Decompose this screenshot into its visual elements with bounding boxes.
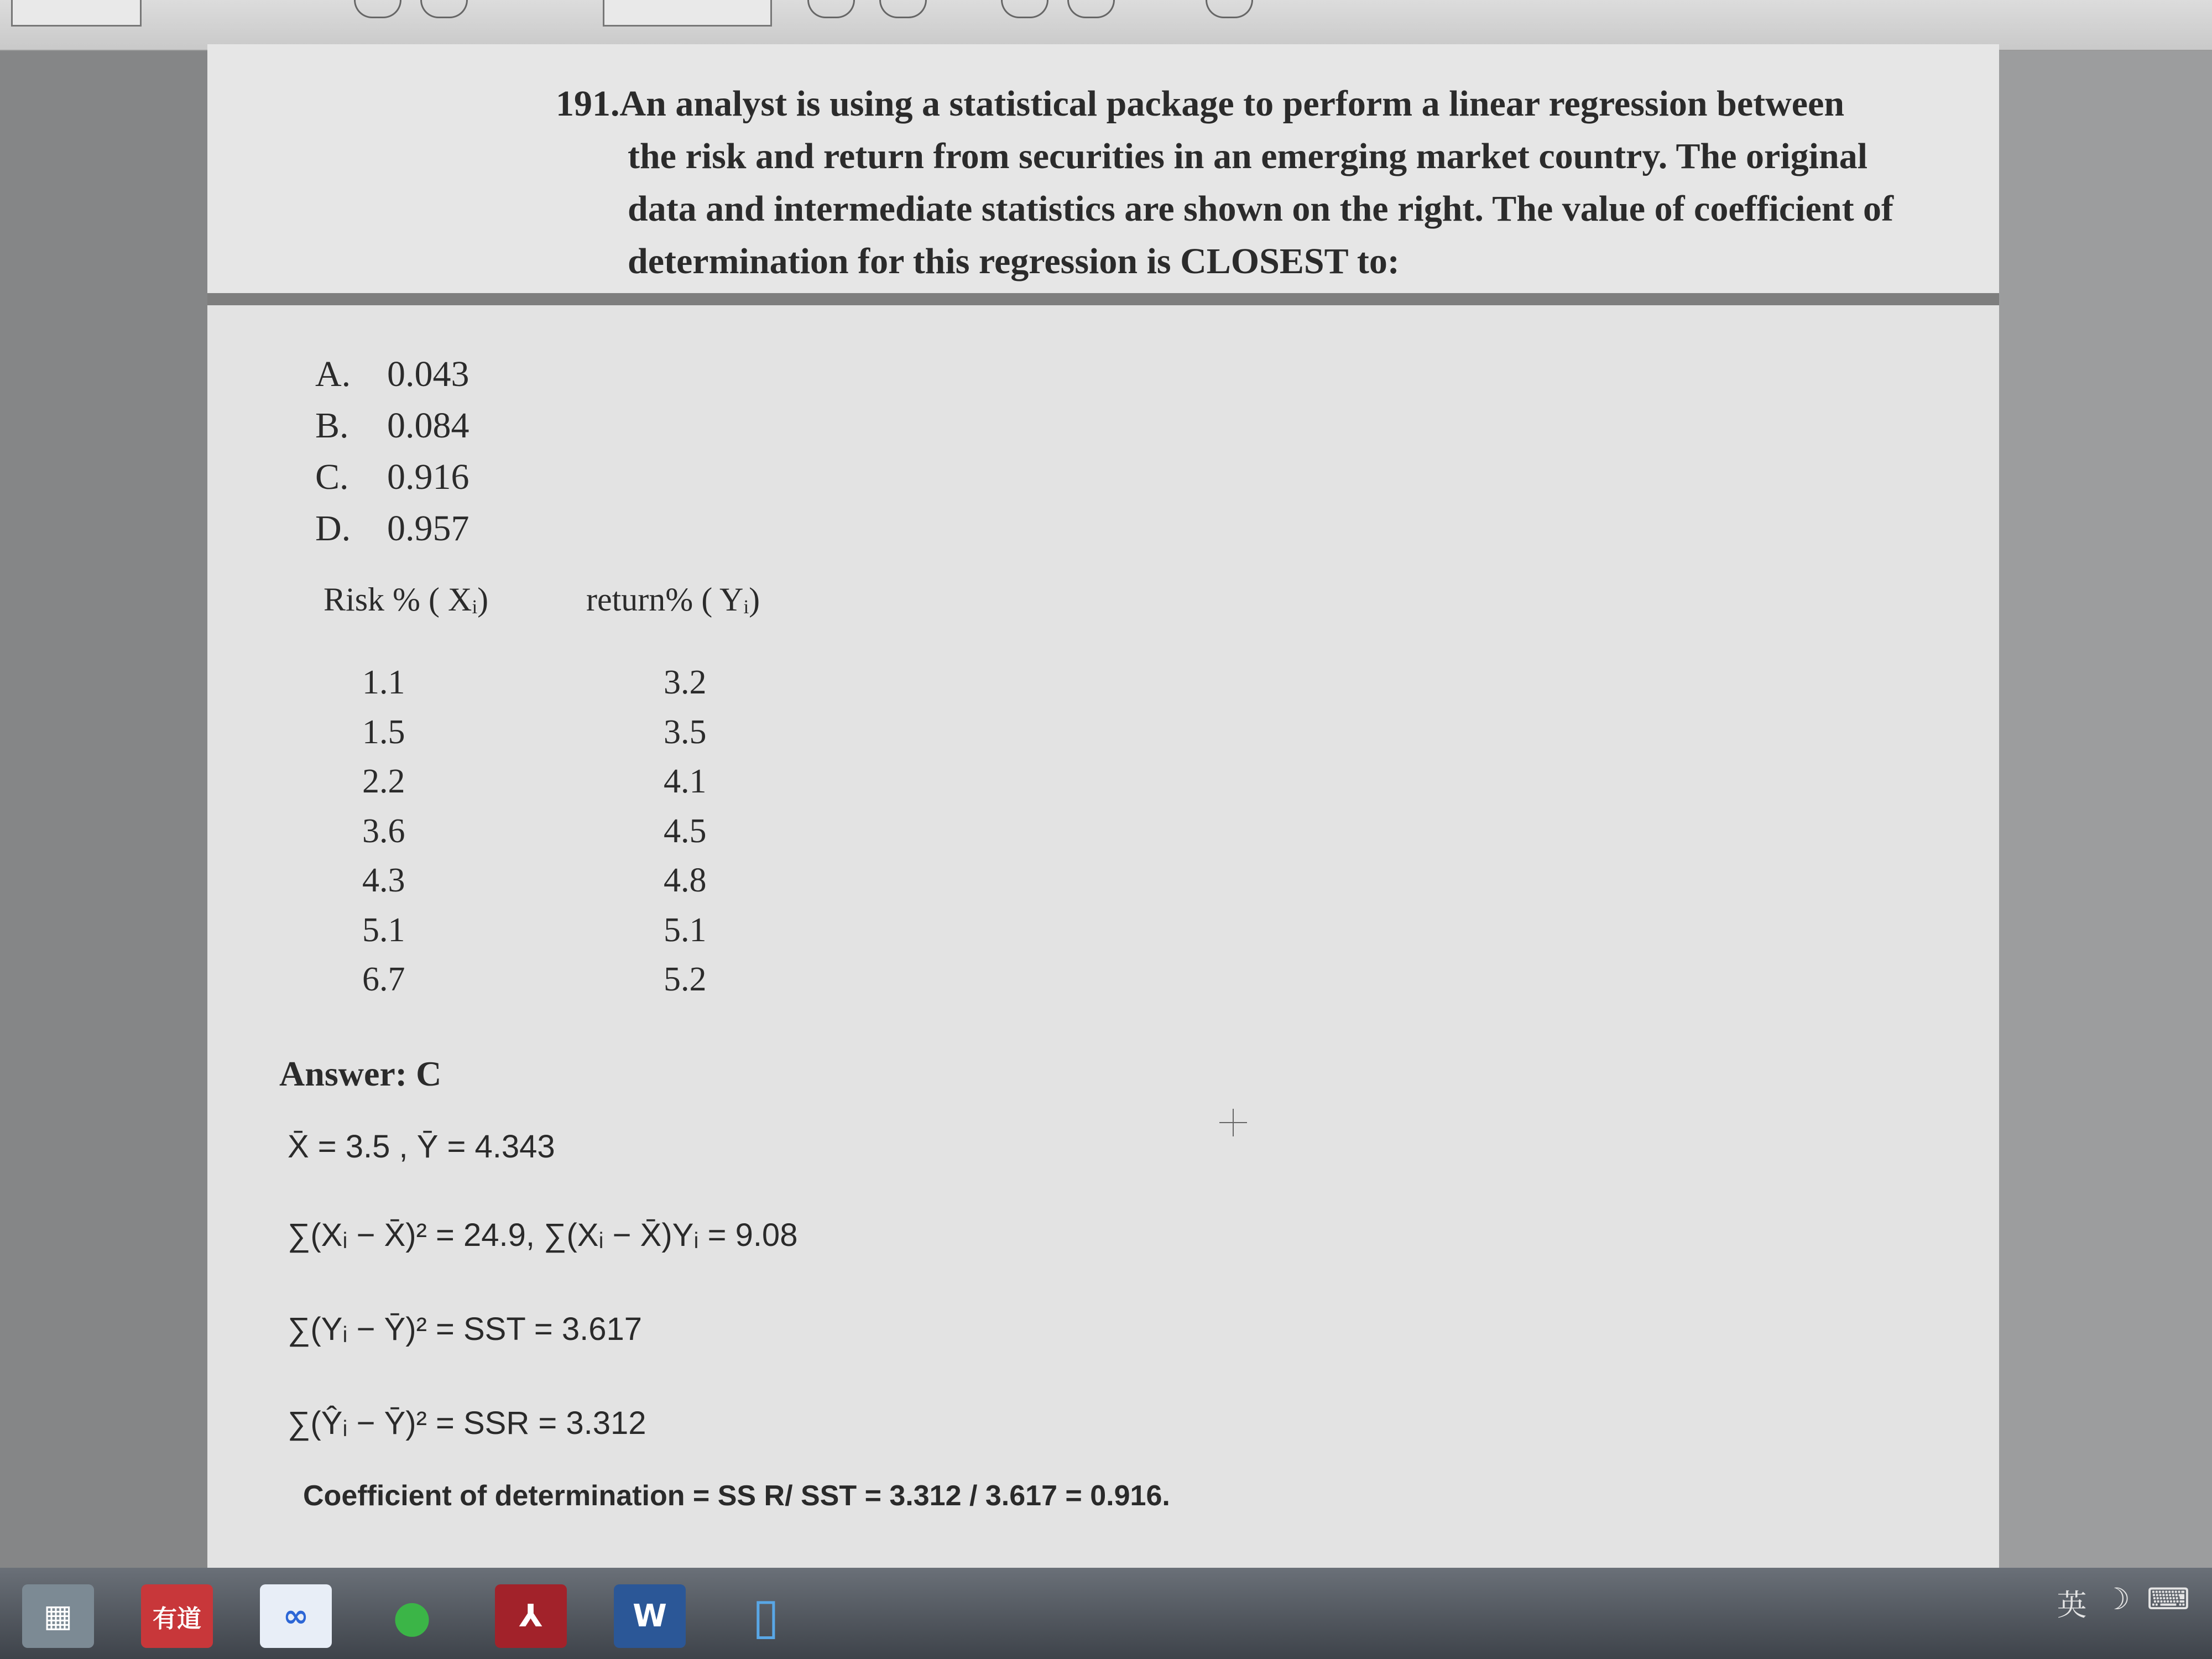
dropdown-icon[interactable] [1067, 0, 1115, 18]
answer-options [315, 348, 469, 554]
youdao-dictionary-icon[interactable]: 有道 [141, 1584, 213, 1648]
option-b: B. 0.084 [315, 405, 469, 446]
return-value: 4.5 [664, 812, 707, 850]
baidu-netdisk-icon[interactable]: ∞ [260, 1584, 332, 1648]
option-a: A. 0.043 [315, 354, 469, 394]
return-value: 4.1 [664, 763, 707, 800]
wechat-icon[interactable]: ● [393, 1590, 431, 1642]
calculator-icon[interactable]: ▦ [22, 1584, 94, 1648]
option-d: D. 0.957 [315, 508, 469, 549]
crosshair-cursor-icon [1219, 1109, 1247, 1136]
question-line-1: An analyst is using a statistical package to perform a linear regression between [619, 84, 1845, 124]
risk-value: 3.6 [362, 812, 405, 850]
return-column-header: return% ( Yᵢ) [586, 581, 760, 618]
toolbar-circle-icon[interactable] [420, 0, 468, 18]
right-gutter [1999, 44, 2212, 1582]
tablet-icon[interactable]: ▯ [752, 1587, 780, 1645]
question-line-4: determination for this regression is CLOSEST to: [628, 241, 1400, 281]
two-page-icon[interactable] [1001, 0, 1048, 18]
fit-width-icon[interactable] [807, 0, 855, 18]
taskbar [0, 1568, 2212, 1659]
risk-value: 1.5 [362, 713, 405, 751]
solution-means: X̄ = 3.5 , Ȳ = 4.343 [288, 1129, 555, 1165]
page-indicator[interactable] [11, 0, 142, 27]
moon-icon[interactable]: ☽ [2103, 1582, 2131, 1616]
risk-value: 2.2 [362, 763, 405, 800]
question-text [556, 77, 1999, 288]
question-line-2: the risk and return from securities in an emerging market country. The original [628, 136, 1868, 176]
return-value: 4.8 [664, 862, 707, 899]
annotate-icon[interactable] [1206, 0, 1253, 18]
input-language-icon[interactable]: 英 [2057, 1588, 2087, 1623]
question-panel [207, 44, 1999, 293]
risk-value: 5.1 [362, 911, 405, 949]
solution-ssr: ∑(Ŷᵢ − Ȳ)² = SSR = 3.312 [288, 1405, 646, 1441]
question-line-3: data and intermediate statistics are shown on the right. The value of coefficient of [628, 189, 1894, 229]
return-value: 5.1 [664, 911, 707, 949]
return-value: 3.2 [664, 664, 707, 701]
pdf-reader-icon[interactable]: ⅄ [495, 1584, 567, 1648]
question-number: 191. [556, 84, 620, 124]
solution-sst: ∑(Yᵢ − Ȳ)² = SST = 3.617 [288, 1311, 642, 1347]
solution-sums: ∑(Xᵢ − X̄)² = 24.9, ∑(Xᵢ − X̄)Yᵢ = 9.08 [288, 1217, 798, 1253]
risk-value: 1.1 [362, 664, 405, 701]
return-value: 5.2 [664, 961, 707, 998]
risk-column [362, 658, 405, 1005]
risk-value: 6.7 [362, 961, 405, 998]
panel-divider [207, 293, 1999, 305]
keyboard-icon[interactable]: ⌨ [2147, 1582, 2190, 1616]
toolbar-undo-icon[interactable] [354, 0, 401, 18]
left-gutter [0, 44, 207, 1582]
risk-column-header: Risk % ( Xᵢ) [324, 581, 489, 618]
return-column [664, 658, 707, 1005]
reader-toolbar [0, 0, 2212, 51]
word-icon[interactable]: W [614, 1584, 686, 1648]
answer-label: Answer: C [279, 1054, 442, 1093]
single-page-icon[interactable] [879, 0, 927, 18]
answer-panel [207, 305, 1999, 1577]
solution-r-squared: Coefficient of determination = SS R/ SST = 3.312 / 3.617 = 0.916. [303, 1480, 1170, 1512]
risk-value: 4.3 [362, 862, 405, 899]
option-c: C. 0.916 [315, 457, 469, 497]
return-value: 3.5 [664, 713, 707, 751]
system-tray [2057, 1582, 2190, 1624]
page-input[interactable] [603, 0, 772, 27]
